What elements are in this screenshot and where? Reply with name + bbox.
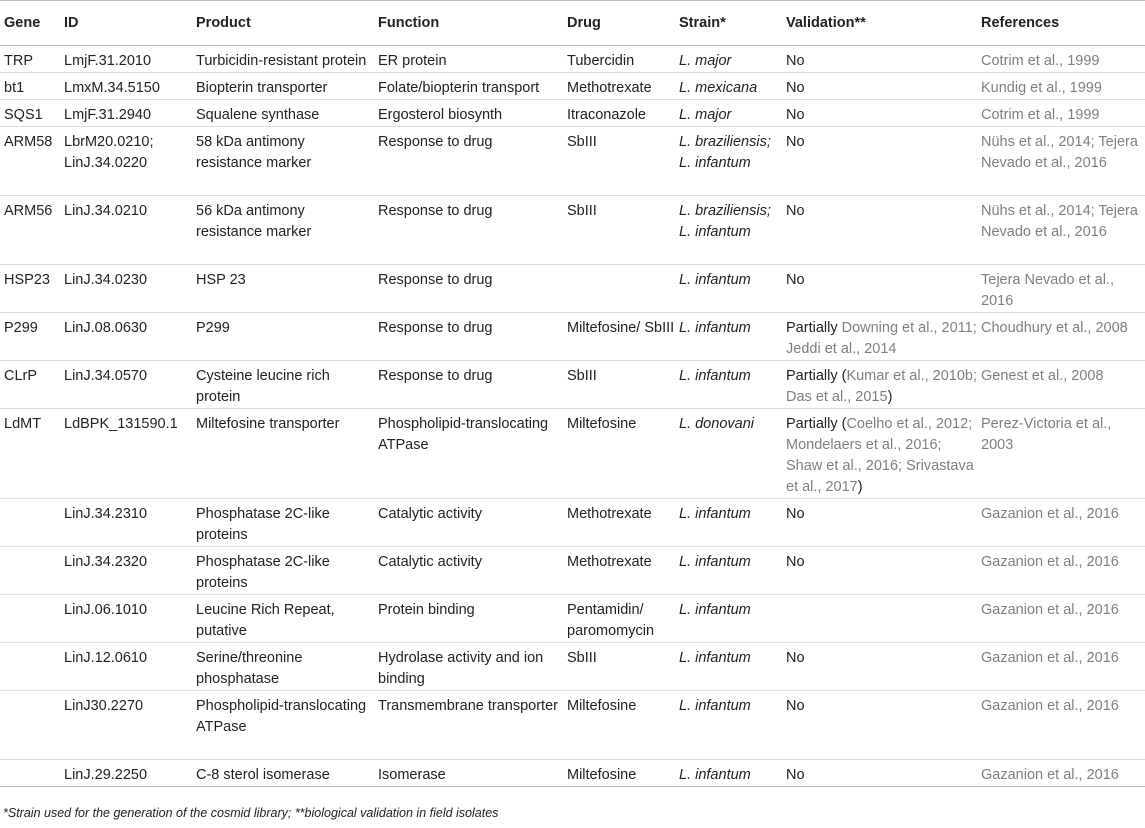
cell-strain: L. infantum — [679, 554, 751, 570]
header-gene: Gene — [0, 1, 60, 46]
cell-product: Phospholipid-translocating ATPase — [196, 698, 367, 735]
cell-product: Biopterin transporter — [196, 80, 328, 96]
cell-product: Miltefosine transporter — [196, 416, 340, 432]
cell-validation — [782, 760, 977, 787]
table-row — [0, 691, 1145, 760]
cell-references: Kundig et al., 1999 — [981, 80, 1102, 96]
cell-gene: HSP23 — [4, 272, 50, 288]
cell-drug: Miltefosine — [567, 767, 637, 783]
cell-validation — [782, 265, 977, 313]
header-validation: Validation** — [782, 1, 977, 46]
cell-id: LinJ.34.2310 — [64, 506, 148, 522]
cell-drug: SbIII — [567, 368, 597, 384]
cell-references: Choudhury et al., 2008 — [981, 320, 1128, 336]
table-row — [0, 499, 1145, 547]
cell-gene — [0, 499, 60, 547]
cell-validation — [782, 409, 977, 499]
cell-strain: L. infantum — [679, 650, 751, 666]
cell-id: LmjF.31.2010 — [64, 53, 152, 69]
cell-function: Catalytic activity — [378, 506, 482, 522]
table-row — [0, 265, 1145, 313]
cell-references: Genest et al., 2008 — [981, 368, 1104, 384]
cell-drug: Miltefosine — [567, 698, 637, 714]
cell-gene: P299 — [4, 320, 38, 336]
cell-strain: L. major — [679, 107, 732, 123]
cell-drug: Tubercidin — [567, 53, 635, 69]
cell-drug — [563, 265, 675, 313]
validation-status: No — [786, 80, 805, 96]
table-row — [0, 547, 1145, 595]
cell-gene: TRP — [4, 53, 33, 69]
table-row — [0, 73, 1145, 100]
cell-id: LinJ.34.0230 — [64, 272, 148, 288]
cell-id: LbrM20.0210; LinJ.34.0220 — [64, 134, 154, 171]
validation-refs: Downing et al., 2011; Jeddi et al., 2014 — [786, 320, 977, 357]
cell-gene: CLrP — [4, 368, 38, 384]
cell-drug: Methotrexate — [567, 80, 652, 96]
cell-validation — [782, 361, 977, 409]
header-references: References — [977, 1, 1145, 46]
cell-references: Nühs et al., 2014; Tejera Nevado et al., 2016 — [981, 203, 1138, 240]
cell-gene — [0, 643, 60, 691]
cell-function: Response to drug — [378, 320, 493, 336]
cell-id: LinJ.34.0210 — [64, 203, 148, 219]
cell-function: Hydrolase activity and ion binding — [378, 650, 544, 687]
table-row — [0, 643, 1145, 691]
cell-id: LinJ.06.1010 — [64, 602, 148, 618]
validation-status: Partially ( — [786, 368, 847, 384]
cell-references: Gazanion et al., 2016 — [981, 698, 1119, 714]
validation-status: No — [786, 767, 805, 783]
header-row — [0, 1, 1145, 46]
cell-validation — [782, 643, 977, 691]
cell-strain: L. infantum — [679, 698, 751, 714]
cell-drug: Miltefosine/ SbIII — [567, 320, 675, 336]
validation-status: No — [786, 53, 805, 69]
cell-function: Phospholipid-translocating ATPase — [378, 416, 549, 453]
cell-gene — [0, 547, 60, 595]
cell-drug: SbIII — [567, 134, 597, 150]
cell-gene: LdMT — [4, 416, 42, 432]
cell-validation — [782, 46, 977, 73]
cell-id: LinJ.34.2320 — [64, 554, 148, 570]
cell-function: Protein binding — [378, 602, 475, 618]
validation-refs: Coelho et al., 2012; Mondelaers et al., 2016; Shaw et al., 2016; Srivastava et al., 2017 — [786, 416, 974, 495]
cell-product: HSP 23 — [196, 272, 246, 288]
cell-drug: SbIII — [567, 203, 597, 219]
cell-id: LdBPK_131590.1 — [64, 416, 178, 432]
cell-product: Phosphatase 2C-like proteins — [196, 506, 330, 543]
cell-gene — [0, 760, 60, 787]
table-row — [0, 127, 1145, 196]
cell-product: C-8 sterol isomerase — [196, 767, 330, 783]
cell-strain: L. infantum — [679, 506, 751, 522]
cell-id: LinJ30.2270 — [64, 698, 144, 714]
cell-strain: L. infantum — [679, 272, 751, 288]
validation-tail: ) — [887, 389, 893, 405]
cell-product: 58 kDa antimony resistance marker — [196, 134, 312, 171]
cell-strain: L. infantum — [679, 767, 751, 783]
cell-drug: Pentamidin/ paromomycin — [567, 602, 655, 639]
cell-references: Nühs et al., 2014; Tejera Nevado et al., 2016 — [981, 134, 1138, 171]
cell-validation — [782, 547, 977, 595]
cell-references: Cotrim et al., 1999 — [981, 53, 1100, 69]
cell-function: Ergosterol biosynth — [378, 107, 503, 123]
table-row — [0, 361, 1145, 409]
cell-strain: L. infantum — [679, 320, 751, 336]
cell-drug: Miltefosine — [567, 416, 637, 432]
validation-status: No — [786, 203, 805, 219]
cell-id: LmxM.34.5150 — [64, 80, 160, 96]
cell-references: Gazanion et al., 2016 — [981, 506, 1119, 522]
cell-function: Transmembrane transporter — [378, 698, 558, 714]
cell-function: Folate/biopterin transport — [378, 80, 540, 96]
cell-product: Squalene synthase — [196, 107, 320, 123]
header-function: Function — [374, 1, 563, 46]
validation-status: No — [786, 650, 805, 666]
cell-references: Cotrim et al., 1999 — [981, 107, 1100, 123]
cell-gene: ARM58 — [4, 134, 53, 150]
cell-validation — [782, 595, 977, 643]
cell-gene — [0, 691, 60, 760]
cell-id: LinJ.12.0610 — [64, 650, 148, 666]
table-row — [0, 313, 1145, 361]
validation-status: No — [786, 698, 805, 714]
table-row — [0, 196, 1145, 265]
cell-id: LinJ.29.2250 — [64, 767, 148, 783]
table-row — [0, 595, 1145, 643]
cell-id: LinJ.34.0570 — [64, 368, 148, 384]
cell-function: ER protein — [378, 53, 447, 69]
cell-strain: L. infantum — [679, 602, 751, 618]
cell-references: Gazanion et al., 2016 — [981, 602, 1119, 618]
cell-drug: SbIII — [567, 650, 597, 666]
table-row — [0, 100, 1145, 127]
cell-references: Gazanion et al., 2016 — [981, 767, 1119, 783]
table-row — [0, 760, 1145, 787]
header-strain: Strain* — [675, 1, 782, 46]
cell-strain: L. major — [679, 53, 732, 69]
cell-drug: Methotrexate — [567, 554, 652, 570]
cell-validation — [782, 691, 977, 760]
validation-status: No — [786, 506, 805, 522]
validation-status: Partially ( — [786, 416, 847, 432]
cell-strain: L. braziliensis; L. infantum — [679, 134, 771, 171]
table-row — [0, 46, 1145, 73]
cell-references: Gazanion et al., 2016 — [981, 554, 1119, 570]
cell-validation — [782, 73, 977, 100]
validation-refs: Kumar et al., 2010b; Das et al., 2015 — [786, 368, 978, 405]
header-drug: Drug — [563, 1, 675, 46]
cell-references: Tejera Nevado et al., 2016 — [981, 272, 1114, 309]
footnote: *Strain used for the generation of the cosmid library; **biological validation in field isolates — [3, 806, 499, 820]
cell-strain: L. mexicana — [679, 80, 758, 96]
header-product: Product — [192, 1, 374, 46]
cell-product: 56 kDa antimony resistance marker — [196, 203, 312, 240]
cell-validation — [782, 499, 977, 547]
header-id: ID — [60, 1, 192, 46]
cell-id: LinJ.08.0630 — [64, 320, 148, 336]
cell-gene: ARM56 — [4, 203, 53, 219]
validation-status: Partially — [786, 320, 838, 336]
cell-function: Response to drug — [378, 272, 493, 288]
table-row — [0, 409, 1145, 499]
cell-function: Response to drug — [378, 368, 493, 384]
cell-product: Leucine Rich Repeat, putative — [196, 602, 335, 639]
cell-product: P299 — [196, 320, 230, 336]
cell-product: Cysteine leucine rich protein — [196, 368, 330, 405]
cell-references: Perez-Victoria et al., 2003 — [981, 416, 1112, 453]
cell-id: LmjF.31.2940 — [64, 107, 152, 123]
cell-function: Response to drug — [378, 134, 493, 150]
cell-validation — [782, 313, 977, 361]
cell-validation — [782, 127, 977, 196]
cell-function: Isomerase — [378, 767, 446, 783]
cell-drug: Methotrexate — [567, 506, 652, 522]
cell-strain: L. donovani — [679, 416, 754, 432]
validation-status: No — [786, 272, 805, 288]
cell-product: Serine/threonine phosphatase — [196, 650, 303, 687]
cell-product: Phosphatase 2C-like proteins — [196, 554, 330, 591]
cell-gene: SQS1 — [4, 107, 43, 123]
cell-product: Turbicidin-resistant protein — [196, 53, 367, 69]
cell-gene — [0, 595, 60, 643]
cell-strain: L. braziliensis; L. infantum — [679, 203, 771, 240]
cell-strain: L. infantum — [679, 368, 751, 384]
cell-gene: bt1 — [4, 80, 25, 96]
cell-validation — [782, 100, 977, 127]
validation-status: No — [786, 107, 805, 123]
cell-drug: Itraconazole — [567, 107, 646, 123]
validation-tail: ) — [857, 479, 863, 495]
cell-function: Catalytic activity — [378, 554, 482, 570]
cell-references: Gazanion et al., 2016 — [981, 650, 1119, 666]
validation-status: No — [786, 554, 805, 570]
validation-status: No — [786, 134, 805, 150]
cell-validation — [782, 196, 977, 265]
cell-function: Response to drug — [378, 203, 493, 219]
